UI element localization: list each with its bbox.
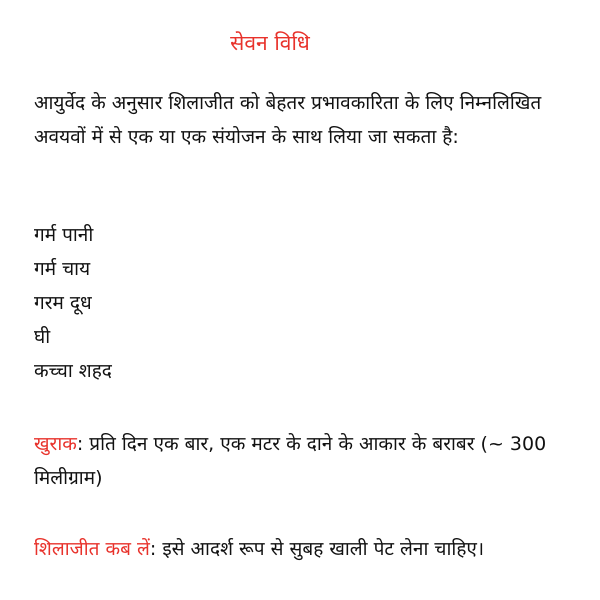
page-title: सेवन विधि	[230, 31, 310, 55]
list-item: गर्म पानी	[34, 224, 94, 246]
dosage-text: : प्रति दिन एक बार, एक मटर के दाने के आकार के बराबर (~ 300 मिलीग्राम)	[34, 433, 547, 489]
ingredient-list	[34, 218, 112, 388]
when-to-take-paragraph	[34, 532, 579, 566]
dosage-paragraph	[34, 427, 579, 495]
list-item: कच्चा शहद	[34, 360, 112, 382]
when-to-take-label: शिलाजीत कब लें	[34, 538, 150, 560]
intro-paragraph: आयुर्वेद के अनुसार शिलाजीत को बेहतर प्रभावकारिता के लिए निम्नलिखित अवयवों में से एक या एक संयोजन के साथ लिया जा सकता है:	[34, 92, 542, 148]
list-item: गरम दूध	[34, 292, 92, 314]
list-item: गर्म चाय	[34, 258, 91, 280]
when-to-take-text: : इसे आदर्श रूप से सुबह खाली पेट लेना चाहिए।	[149, 538, 485, 560]
dosage-label: खुराक	[34, 433, 77, 455]
list-item: घी	[34, 326, 51, 348]
